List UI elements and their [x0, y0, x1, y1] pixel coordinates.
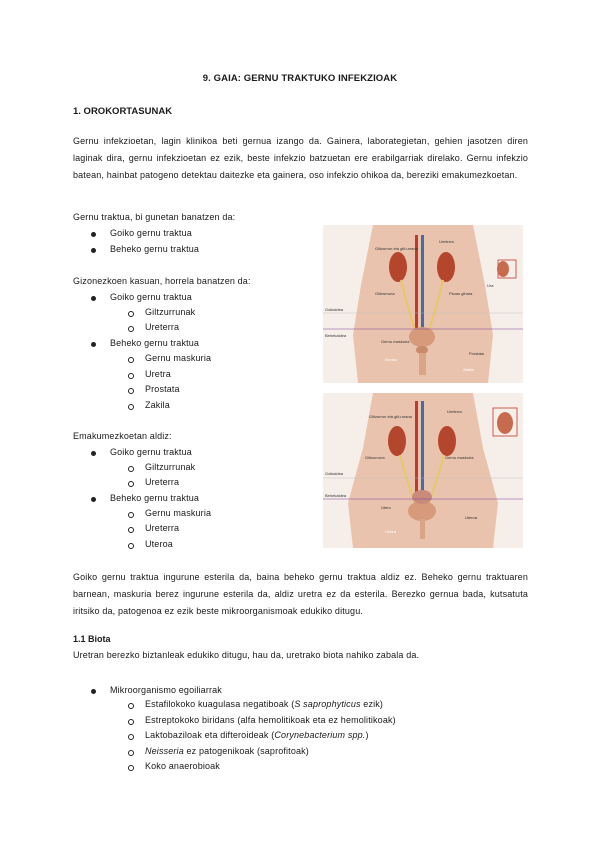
list-subitem: Gernu maskuria	[145, 353, 212, 363]
figure-label: Bezika	[385, 357, 398, 362]
list-subitem: Koko anaerobioak	[145, 761, 220, 771]
list-subitem: Estreptokoko biridans (alfa hemolitikoak eta ez hemolitikoak)	[145, 715, 396, 725]
list-subitem: Ureterra	[145, 322, 180, 332]
bullet-circle	[128, 765, 134, 771]
bullet-circle	[128, 512, 134, 518]
subsection-heading: 1.1 Biota	[73, 634, 111, 644]
figure-label: Giltzurrun eta gilt.urrana	[369, 414, 412, 419]
figure-label: Goikaldea	[325, 307, 344, 312]
bullet-circle	[128, 311, 134, 317]
bullet-circle	[128, 388, 134, 394]
bullet-circle	[128, 750, 134, 756]
bullet-dot	[91, 232, 96, 237]
figure-label: Gernu maskuria	[445, 455, 474, 460]
women-intro: Emakumezkoetan aldiz:	[73, 431, 172, 441]
male-urinary-illustration	[323, 225, 523, 383]
list-subitem: Gernu maskuria	[145, 508, 212, 518]
page-title: 9. GAIA: GERNU TRAKTUKO INFEKZIOAK	[202, 73, 398, 84]
list-item: Goiko gernu traktua	[110, 292, 192, 302]
figure-label: Giltzurruna	[365, 455, 385, 460]
bullet-dot	[91, 296, 96, 301]
figure-label: Giltzurrun eta gilt.urrana	[375, 246, 418, 251]
bullet-circle	[128, 703, 134, 709]
list-subitem: Giltzurrunak	[145, 307, 196, 317]
list-subitem: Laktobaziloak eta difteroideak (Corynebacterium spp.)	[145, 730, 369, 740]
bullet-dot	[91, 451, 96, 456]
bullet-circle	[128, 373, 134, 379]
figure-label: Utero	[381, 505, 391, 510]
list-subitem: Zakila	[145, 400, 170, 410]
bullet-circle	[128, 404, 134, 410]
bullet-dot	[91, 497, 96, 502]
section-heading: 1. OROKORTASUNAK	[73, 106, 173, 117]
bullet-circle	[128, 466, 134, 472]
figure-label: Goikaldea	[325, 471, 344, 476]
bullet-dot	[91, 248, 96, 253]
list-subitem: Uretra	[145, 369, 171, 379]
men-intro: Gizonezkoen kasuan, horrela banatzen da:	[73, 276, 251, 286]
list-item: Beheko gernu traktua	[110, 338, 200, 348]
figure-label: Zakila	[463, 367, 474, 372]
sterility-paragraph: Goiko gernu traktua ingurune esterila da, baina beheko gernu traktua aldiz ez. Beheko gernu traktuaren barnean, maskuria berez ingurune esterila da, aldiz uretra ez da esterila. Berezko gernua bada, kutsatuta iritsiko da, patogenoa ez ezik beste mikroorganismoak edukiko ditugu.	[73, 572, 528, 617]
list-subitem: Uteroa	[145, 539, 173, 549]
bullet-circle	[128, 357, 134, 363]
list-subitem: Estafilokoko kuagulasa negatiboak (S saprophyticus ezik)	[145, 699, 384, 709]
bullet-circle	[128, 527, 134, 533]
bullet-circle	[128, 481, 134, 487]
female-urinary-illustration	[323, 393, 523, 548]
figure-label: Uretra	[385, 529, 397, 534]
list-item: Mikroorganismo egoiliarrak	[110, 685, 222, 695]
figure-label: Ureterra	[439, 239, 454, 244]
split-intro: Gernu traktua, bi gunetan banatzen da:	[73, 212, 236, 222]
figure-label: Gernu maskuria	[381, 339, 410, 344]
bullet-circle	[128, 719, 134, 725]
bullet-circle	[128, 734, 134, 740]
list-item: Goiko gernu traktua	[110, 447, 192, 457]
intro-paragraph: Gernu infekzioetan, lagin klinikoa beti gernua izango da. Gainera, laborategietan, gehien jasotzen diren laginak dira, gernu infekzioetan ez ezik, beste infekzio batzuetan ere erabilgarriak direlako. Gernu infekzio batean, hainbat patogeno detektau daitezke eta gainera, oso infekzio ohikoa da, bereziki emakumezkoetan.	[73, 136, 528, 181]
list-item: Beheko gernu traktua	[110, 244, 200, 254]
figure-label: Behekaldea	[325, 493, 347, 498]
bullet-dot	[91, 689, 96, 694]
list-subitem: Prostata	[145, 384, 180, 394]
list-subitem: Ureterra	[145, 523, 180, 533]
list-subitem: Neisseria ez patogenikoak (saprofitoak)	[145, 746, 309, 756]
bullet-dot	[91, 342, 96, 347]
figure-label: Ureterra	[447, 409, 462, 414]
list-subitem: Giltzurrunak	[145, 462, 196, 472]
bullet-circle	[128, 326, 134, 332]
figure-label: Ura	[487, 283, 494, 288]
figure-label: Psoas gihara	[449, 291, 473, 296]
figure-label: Behekaldea	[325, 333, 347, 338]
figure-label: Prostata	[469, 351, 484, 356]
biota-paragraph: Uretran berezko biztanleak edukiko ditugu, hau da, uretrako biota nahiko zabala da.	[73, 650, 420, 660]
figure-label: Giltzurruna	[375, 291, 395, 296]
list-item: Beheko gernu traktua	[110, 493, 200, 503]
list-subitem: Ureterra	[145, 477, 180, 487]
list-item: Goiko gernu traktua	[110, 228, 192, 238]
figure-label: Uteroa	[465, 515, 478, 520]
bullet-circle	[128, 543, 134, 549]
